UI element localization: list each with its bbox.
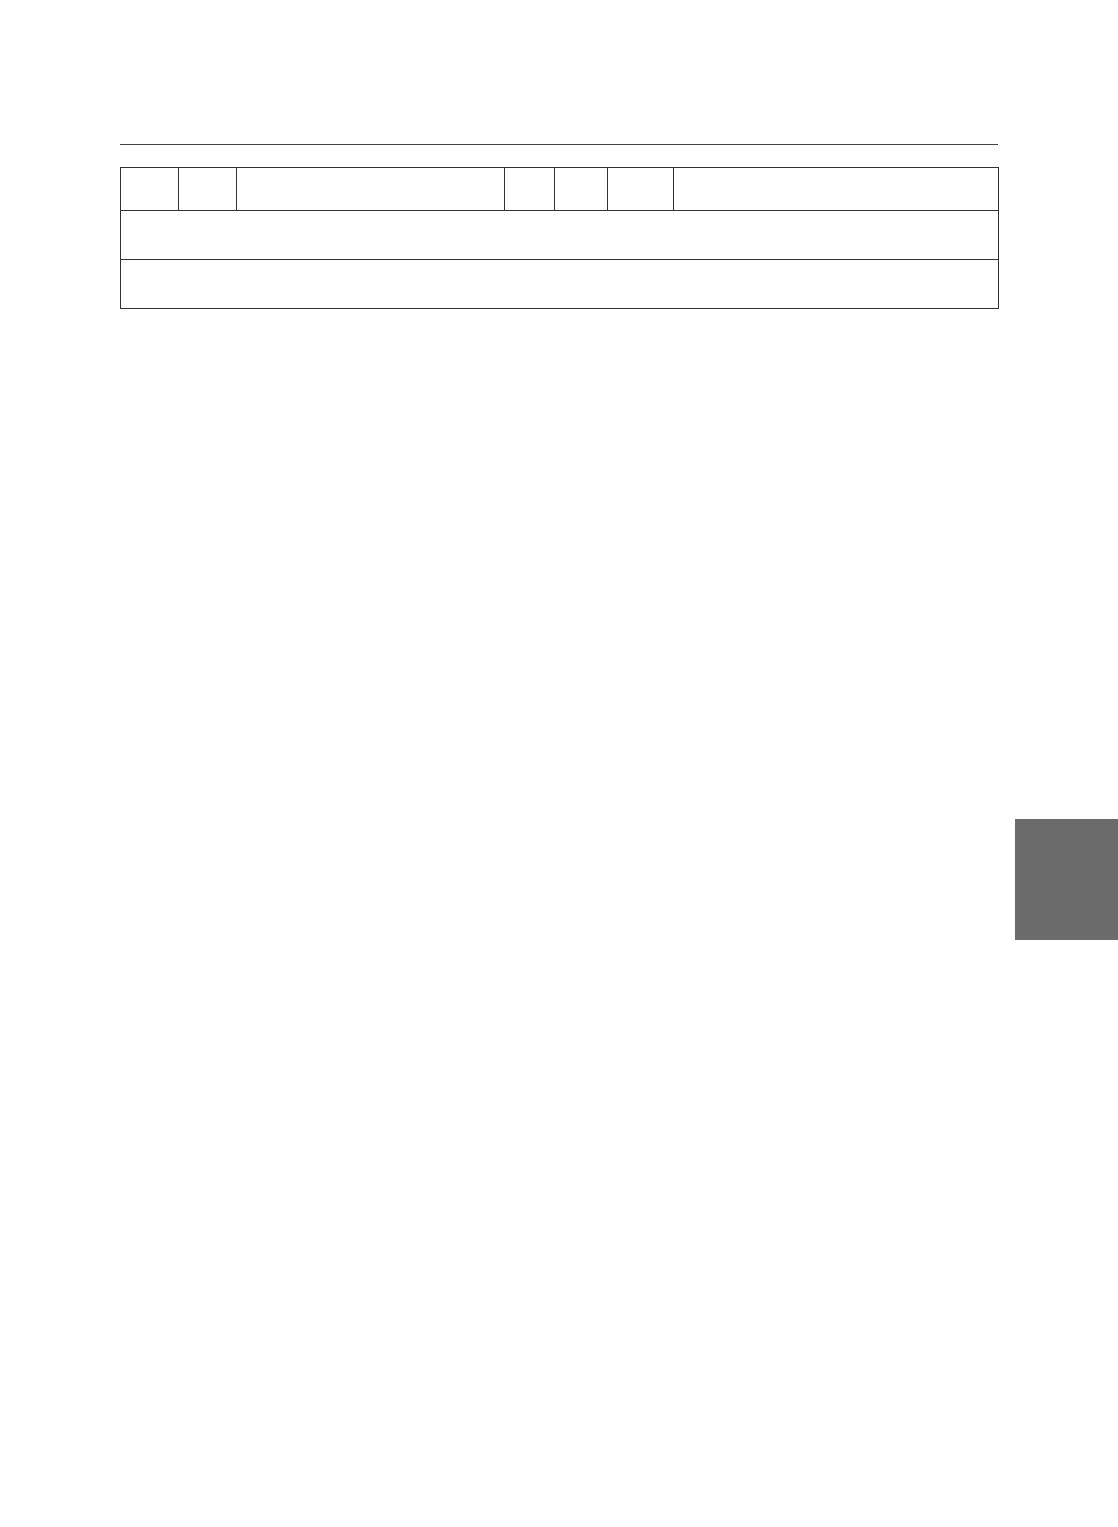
col-header-major-name (237, 168, 505, 211)
header-divider (120, 144, 998, 145)
col-header-schooling (505, 168, 555, 211)
col-header-plan-count (555, 168, 608, 211)
institution-name (121, 260, 555, 285)
institution-guangzhou-tcm (121, 211, 999, 260)
col-header-major-code (179, 168, 237, 211)
institution-url-row (121, 284, 999, 309)
col-header-note (674, 168, 999, 211)
institution-url-row (121, 235, 999, 260)
institution-count (555, 211, 608, 236)
institution-row (121, 260, 999, 285)
institution-guilin-uest (121, 260, 999, 309)
institution-info (608, 211, 999, 236)
col-header-fee (608, 168, 674, 211)
institution-count (555, 260, 608, 285)
institution-info (608, 260, 999, 285)
enrollment-plan-table (120, 167, 999, 309)
institution-row (121, 211, 999, 236)
institution-url[interactable] (121, 235, 999, 260)
institution-name (121, 211, 555, 236)
col-header-inst-code (121, 168, 179, 211)
section-side-tab (1015, 819, 1118, 940)
institution-url[interactable] (121, 284, 999, 309)
table-header-row (121, 168, 999, 211)
